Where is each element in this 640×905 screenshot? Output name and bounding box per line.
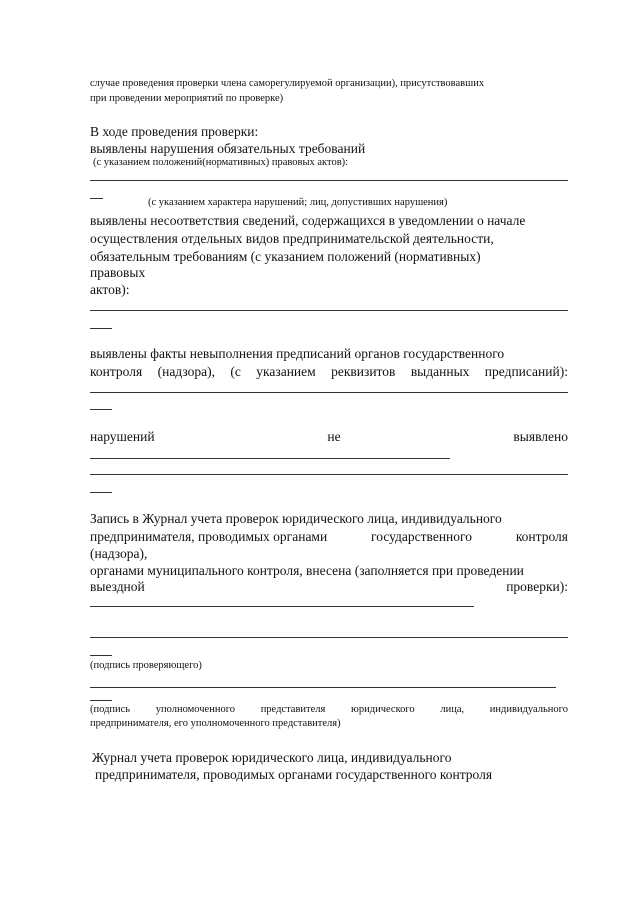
- word: нарушений: [90, 429, 155, 444]
- inconsistencies-line-4: правовых: [90, 265, 146, 280]
- word: указанием: [256, 364, 316, 379]
- word: не: [327, 429, 341, 444]
- word: (надзора),: [157, 364, 215, 379]
- fill-line-end: [90, 198, 103, 199]
- violations-hint: (с указанием положений(нормативных) правовых актов):: [93, 157, 349, 168]
- fill-line-end: [90, 328, 112, 329]
- orders-line-2: [90, 365, 568, 379]
- word: предписаний):: [484, 364, 568, 379]
- word: представителя: [260, 704, 326, 715]
- inconsistencies-line-1: выявлены несоответствия сведений, содержащихся в уведомлении о начале: [90, 213, 526, 228]
- no-violations-line: [90, 430, 568, 444]
- fill-line-end: [90, 492, 112, 493]
- word: государственного: [371, 529, 472, 544]
- word: контроля: [515, 529, 568, 544]
- word: выездной: [90, 579, 145, 594]
- word: индивидуального: [489, 704, 568, 715]
- fill-line: [90, 687, 556, 688]
- journal-entry-line-3: (надзора),: [90, 546, 148, 561]
- header-note-line-1: случае проведения проверки члена саморегулируемой организации), присутствовавших: [90, 78, 485, 89]
- representative-caption-line-1: [90, 705, 568, 716]
- inconsistencies-line-2: осуществления отдельных видов предпринимательской деятельности,: [90, 231, 494, 246]
- word: лица,: [440, 704, 465, 715]
- violations-title: выявлены нарушения обязательных требований: [90, 141, 366, 156]
- journal-entry-line-5: [90, 580, 568, 594]
- violations-caption: (с указанием характера нарушений; лиц, допустивших нарушения): [148, 197, 448, 208]
- word: уполномоченного: [155, 704, 236, 715]
- word: проверки):: [506, 579, 568, 594]
- word: реквизитов: [331, 364, 396, 379]
- representative-caption-line-2: предпринимателя, его уполномоченного представителя): [90, 718, 341, 729]
- journal-entry-line-2: [90, 530, 568, 544]
- word: (подпись: [90, 704, 131, 715]
- fill-line: [90, 310, 568, 311]
- word: контроля: [90, 364, 143, 379]
- header-note-line-2: при проведении мероприятий по проверке): [90, 93, 284, 104]
- inspector-signature-caption: (подпись проверяющего): [90, 660, 202, 671]
- word: юридического: [351, 704, 415, 715]
- fill-line-end: [90, 409, 112, 410]
- fill-line-end: [90, 655, 112, 656]
- inconsistencies-line-5: актов):: [90, 282, 130, 297]
- journal-entry-line-1: Запись в Журнал учета проверок юридического лица, индивидуального: [90, 511, 502, 526]
- word: предпринимателя, проводимых органами: [90, 529, 328, 544]
- fill-line: [90, 474, 568, 475]
- journal-entry-line-4: органами муниципального контроля, внесена (заполняется при проведении: [90, 563, 524, 578]
- word: выявлено: [513, 429, 568, 444]
- fill-line: [90, 606, 474, 607]
- fill-line: [90, 637, 568, 638]
- fill-line: [90, 392, 568, 393]
- fill-line: [90, 458, 450, 459]
- journal-absent-line-2: предпринимателя, проводимых органами государственного контроля: [95, 767, 493, 782]
- fill-line-end: [90, 700, 112, 701]
- inspection-heading: В ходе проведения проверки:: [90, 124, 259, 139]
- word: (с: [230, 364, 241, 379]
- fill-line: [90, 180, 568, 181]
- journal-absent-line-1: Журнал учета проверок юридического лица, индивидуального: [92, 750, 452, 765]
- word: выданных: [410, 364, 470, 379]
- orders-line-1: выявлены факты невыполнения предписаний органов государственного: [90, 346, 505, 361]
- inconsistencies-line-3: обязательным требованиям (с указанием положений (нормативных): [90, 249, 481, 264]
